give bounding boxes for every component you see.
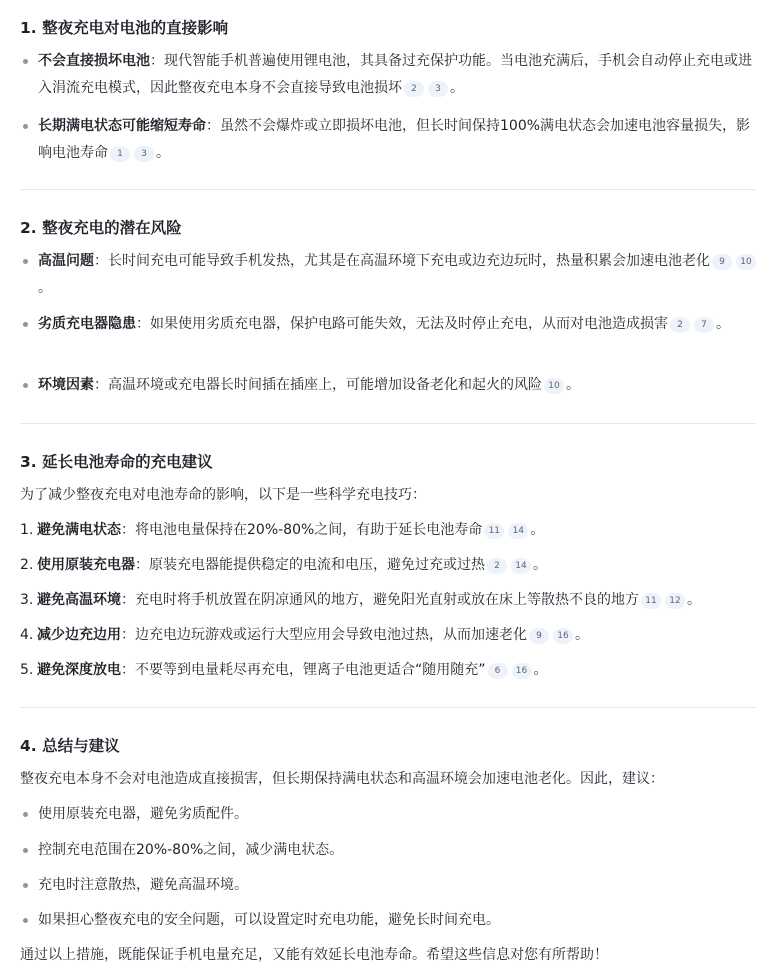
item-text: ：将电池电量保持在20%-80%之间，有助于延长电池寿命 xyxy=(121,522,483,538)
list-item xyxy=(38,837,758,864)
list-item xyxy=(38,872,758,899)
bullet-icon xyxy=(23,124,28,129)
citation-badge[interactable]: 14 xyxy=(511,558,531,574)
section-intro: 为了减少整夜充电对电池寿命的影响，以下是一些科学充电技巧： xyxy=(20,487,426,503)
section-heading: 2. 整夜充电的潜在风险 xyxy=(20,219,182,237)
list-item: 长期满电状态可能缩短寿命：虽然不会爆炸或立即损坏电池，但长时间保持100%满电状态会加速电池容量损失，影响电池寿命 1 3 。 xyxy=(38,113,758,167)
citation-badge[interactable]: 9 xyxy=(712,254,732,270)
list-item xyxy=(38,801,758,828)
item-bold-label: 避免高温环境 xyxy=(37,592,121,608)
citation-badge[interactable]: 10 xyxy=(544,378,564,394)
citation-badge[interactable]: 6 xyxy=(488,663,508,679)
list-number: 4. xyxy=(20,627,34,643)
item-bold-label: 劣质充电器隐患 xyxy=(38,316,136,332)
citation-badge[interactable]: 2 xyxy=(670,317,690,333)
item-text: ：不要等到电量耗尽再充电，锂离子电池更适合“随用随充” xyxy=(121,662,486,678)
ordered-list-item: 避免高温环境：充电时将手机放置在阴凉通风的地方，避免阳光直射或放在床上等散热不良的地方 11 12 。 xyxy=(37,592,701,608)
list-number: 1. xyxy=(20,522,34,538)
item-text: ：如果使用劣质充电器，保护电路可能失效，无法及时停止充电，从而对电池造成损害 xyxy=(136,316,668,332)
list-number: 2. xyxy=(20,557,34,573)
citation-badge[interactable]: 7 xyxy=(694,317,714,333)
list-item: 劣质充电器隐患：如果使用劣质充电器，保护电路可能失效，无法及时停止充电，从而对电池造成损害 2 7 。 xyxy=(38,311,758,338)
section-heading: 1. 整夜充电对电池的直接影响 xyxy=(20,19,229,37)
bullet-icon xyxy=(23,848,28,853)
citation-badge[interactable]: 9 xyxy=(529,628,549,644)
citation-badge[interactable]: 16 xyxy=(512,663,532,679)
bullet-icon xyxy=(23,812,28,817)
item-text: ：现代智能手机普遍使用锂电池，其具备过充保护功能。当电池充满后，手机会自动停止充电或进入涓流充电模式，因此整夜充电本身不会直接导致电池损坏 xyxy=(38,53,752,96)
ordered-list-item: 避免满电状态：将电池电量保持在20%-80%之间，有助于延长电池寿命 11 14 。 xyxy=(37,522,545,538)
item-bold-label: 高温问题 xyxy=(38,253,94,269)
item-text: 使用原装充电器，避免劣质配件。 xyxy=(38,806,248,822)
item-text: ：充电时将手机放置在阴凉通风的地方，避免阳光直射或放在床上等散热不良的地方 xyxy=(121,592,639,608)
ordered-list-item: 避免深度放电：不要等到电量耗尽再充电，锂离子电池更适合“随用随充” 6 16 。 xyxy=(37,662,548,678)
list-item: 不会直接损坏电池：现代智能手机普遍使用锂电池，其具备过充保护功能。当电池充满后，手机会自动停止充电或进入涓流充电模式，因此整夜充电本身不会直接导致电池损坏 2 3 。 xyxy=(38,48,758,102)
item-text: 充电时注意散热，避免高温环境。 xyxy=(38,877,248,893)
item-text: ：虽然不会爆炸或立即损坏电池，但长时间保持100%满电状态会加速电池容量损失，影响电池寿命 xyxy=(38,118,751,161)
item-text: ：长时间充电可能导致手机发热，尤其是在高温环境下充电或边充边玩时，热量积累会加速电池老化 xyxy=(94,253,710,269)
section-intro: 整夜充电本身不会对电池造成直接损害，但长期保持满电状态和高温环境会加速电池老化。因此，建议： xyxy=(20,771,664,787)
item-text: 控制充电范围在20%-80%之间，减少满电状态。 xyxy=(38,842,344,858)
citation-badge[interactable]: 3 xyxy=(428,81,448,97)
item-bold-label: 长期满电状态可能缩短寿命 xyxy=(38,118,206,134)
item-bold-label: 使用原装充电器 xyxy=(37,557,135,573)
citation-badge[interactable]: 2 xyxy=(487,558,507,574)
ordered-list-item: 使用原装充电器：原装充电器能提供稳定的电流和电压，避免过充或过热 2 14 。 xyxy=(37,557,547,573)
bullet-icon xyxy=(23,883,28,888)
item-bold-label: 不会直接损坏电池 xyxy=(38,53,150,69)
citation-badge[interactable]: 16 xyxy=(553,628,573,644)
item-bold-label: 环境因素 xyxy=(38,377,94,393)
divider xyxy=(20,423,756,424)
citation-badge[interactable]: 11 xyxy=(484,523,504,539)
bullet-icon xyxy=(23,383,28,388)
citation-badge[interactable]: 1 xyxy=(110,146,130,162)
closing-paragraph: 通过以上措施，既能保证手机电量充足，又能有效延长电池寿命。希望这些信息对您有所帮助！ xyxy=(20,947,608,963)
bullet-icon xyxy=(23,322,28,327)
list-number: 5. xyxy=(20,662,34,678)
list-item: 高温问题：长时间充电可能导致手机发热，尤其是在高温环境下充电或边充边玩时，热量积累会加速电池老化 9 10。 xyxy=(38,248,758,302)
divider xyxy=(20,189,756,190)
citation-badge[interactable]: 3 xyxy=(134,146,154,162)
bullet-icon xyxy=(23,259,28,264)
item-bold-label: 避免深度放电 xyxy=(37,662,121,678)
item-bold-label: 减少边充边用 xyxy=(37,627,121,643)
item-text: ：边充电边玩游戏或运行大型应用会导致电池过热，从而加速老化 xyxy=(121,627,527,643)
item-text: ：高温环境或充电器长时间插在插座上，可能增加设备老化和起火的风险 xyxy=(94,377,542,393)
ordered-list-item: 减少边充边用：边充电边玩游戏或运行大型应用会导致电池过热，从而加速老化 9 16 。 xyxy=(37,627,589,643)
citation-badge[interactable]: 10 xyxy=(736,254,756,270)
item-text: ：原装充电器能提供稳定的电流和电压，避免过充或过热 xyxy=(135,557,485,573)
list-number: 3. xyxy=(20,592,34,608)
item-bold-label: 避免满电状态 xyxy=(37,522,121,538)
citation-badge[interactable]: 2 xyxy=(404,81,424,97)
list-item xyxy=(38,907,758,934)
divider xyxy=(20,707,756,708)
bullet-icon xyxy=(23,918,28,923)
section-heading: 3. 延长电池寿命的充电建议 xyxy=(20,453,213,471)
section-heading: 4. 总结与建议 xyxy=(20,737,120,755)
citation-badge[interactable]: 12 xyxy=(665,593,685,609)
citation-badge[interactable]: 11 xyxy=(641,593,661,609)
list-item: 环境因素：高温环境或充电器长时间插在插座上，可能增加设备老化和起火的风险 10 。 xyxy=(38,372,758,399)
item-text: 如果担心整夜充电的安全问题，可以设置定时充电功能，避免长时间充电。 xyxy=(38,912,500,928)
bullet-icon xyxy=(23,59,28,64)
citation-badge[interactable]: 14 xyxy=(508,523,528,539)
